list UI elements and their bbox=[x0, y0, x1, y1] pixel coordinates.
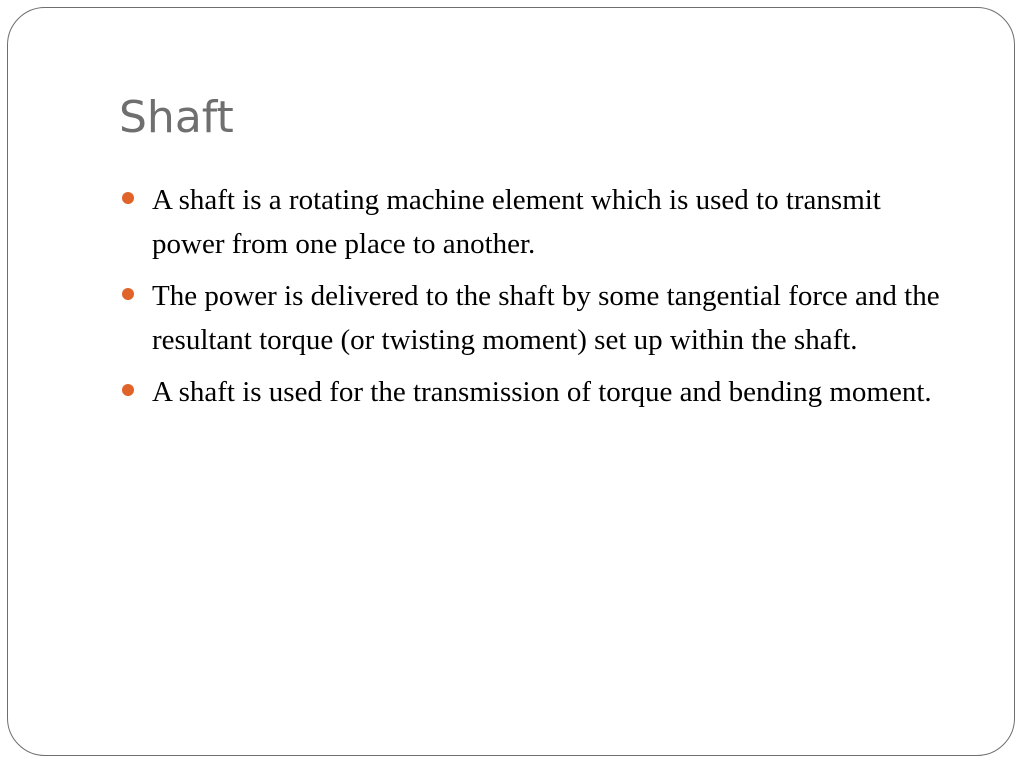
bullet-dot-icon bbox=[122, 192, 134, 204]
bullet-text: A shaft is a rotating machine element which is used to transmit power from one place to another. bbox=[152, 184, 881, 260]
bullet-text: A shaft is used for the transmission of torque and bending moment. bbox=[152, 376, 932, 408]
bullet-text: The power is delivered to the shaft by some tangential force and the resultant torque (or twisting moment) set up within the shaft. bbox=[152, 280, 940, 356]
bullet-item bbox=[122, 178, 952, 266]
bullet-item bbox=[122, 370, 952, 414]
slide-title: Shaft bbox=[119, 92, 234, 143]
bullet-dot-icon bbox=[122, 288, 134, 300]
bullet-item bbox=[122, 274, 952, 362]
slide-frame bbox=[7, 7, 1015, 756]
bullet-dot-icon bbox=[122, 384, 134, 396]
bullet-list bbox=[122, 178, 952, 422]
